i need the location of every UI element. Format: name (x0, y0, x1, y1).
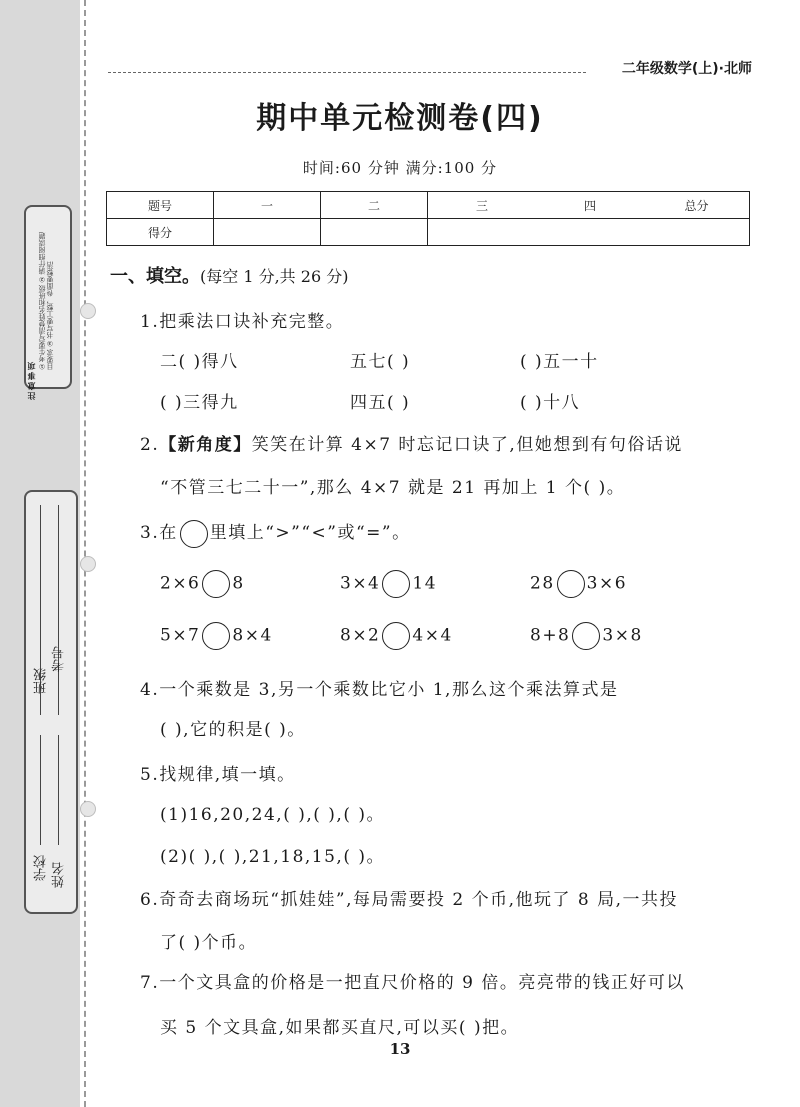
section-1-note: (每空 1 分,共 26 分) (200, 267, 349, 286)
q3-item-3 (530, 570, 627, 598)
student-info-box (24, 490, 78, 914)
q3-item-3-right: 3×6 (586, 573, 628, 594)
binding-hole-bottom (80, 801, 96, 817)
q1-stem: 1.把乘法口诀补充完整。 (140, 312, 345, 332)
q2-text-1: 笑笑在计算 4×7 时忘记口诀了,但她想到有句俗话说 (251, 435, 683, 455)
q5-part-2[interactable]: (2)( ),( ),21,18,15,( )。 (160, 847, 386, 867)
q3-item-5-right: 4×4 (412, 625, 453, 646)
compare-circle-6[interactable] (572, 622, 600, 650)
q6-line-2[interactable]: 了( )个币。 (160, 933, 258, 953)
q3-item-4-left: 5×7 (160, 625, 201, 646)
notice-text: ①考生要写清楚姓名和班级 ②请仔细阅读题目要求 ③书写要工整，卷面要整洁 (38, 232, 54, 370)
q6-line-1: 6.奇奇去商场玩“抓娃娃”,每局需要投 2 个币,他玩了 8 局,一共投 (140, 890, 679, 910)
notice-title: 注意事项 (27, 360, 36, 400)
circle-icon (180, 520, 208, 548)
q3-item-4-right: 8×4 (232, 625, 273, 646)
q4-line-2[interactable]: ( ),它的积是( )。 (160, 720, 306, 740)
compare-circle-3[interactable] (557, 570, 585, 598)
q3-item-2 (340, 570, 437, 598)
q3-item-4 (160, 622, 273, 650)
school-field-line (58, 735, 59, 845)
q2-number: 2. (140, 435, 160, 455)
score-table (106, 191, 750, 246)
compare-circle-4[interactable] (202, 622, 230, 650)
score-table-header-1: 一 (214, 192, 321, 219)
header-dashed-rule (108, 72, 586, 73)
q3-stem-b: 里填上“>”“<”或“=”。 (209, 523, 411, 543)
q3-item-6-left: 8+8 (530, 625, 571, 646)
q1-blank-5[interactable]: 四五( ) (350, 393, 411, 413)
exam-time-score: 时间:60 分钟 满分:100 分 (302, 159, 498, 177)
q2-line-2[interactable]: “不管三七二十一”,那么 4×7 就是 21 再加上 1 个( )。 (160, 478, 626, 498)
q1-blank-3[interactable]: ( )五一十 (520, 352, 599, 372)
class-label: 班级 (34, 668, 49, 694)
page-title: 期中单元检测卷(四) (256, 101, 544, 136)
exam-no-label: 考号 (52, 646, 67, 672)
q3-item-5-left: 8×2 (340, 625, 381, 646)
q1-blank-6[interactable]: ( )十八 (520, 393, 581, 413)
score-cell-1[interactable] (214, 219, 321, 246)
score-table-header-3: 三 (428, 192, 537, 219)
q3-item-1-right: 8 (232, 573, 245, 594)
compare-circle-1[interactable] (202, 570, 230, 598)
q3-item-2-left: 3×4 (340, 573, 381, 594)
q2-line-1 (140, 430, 683, 455)
class-field-line (58, 505, 59, 715)
score-table-header-number: 题号 (107, 192, 214, 219)
binding-hole-middle (80, 556, 96, 572)
school-label: 学校 (34, 855, 49, 881)
page-number: 13 (389, 1040, 411, 1058)
q1-blank-2[interactable]: 五七( ) (350, 352, 411, 372)
q4-line-1: 4.一个乘数是 3,另一个乘数比它小 1,那么这个乘法算式是 (140, 680, 619, 700)
binding-hole-top (80, 303, 96, 319)
name-label: 姓名 (52, 862, 67, 888)
q3-item-3-left: 28 (530, 573, 555, 594)
score-cell-2[interactable] (321, 219, 428, 246)
compare-circle-5[interactable] (382, 622, 410, 650)
q3-item-1 (160, 570, 245, 598)
score-table-header-4: 四 (536, 192, 644, 219)
q5-part-1[interactable]: (1)16,20,24,( ),( ),( )。 (160, 805, 386, 825)
q3-item-1-left: 2×6 (160, 573, 201, 594)
section-1-heading (110, 262, 348, 288)
q3-item-2-right: 14 (412, 573, 438, 594)
section-1-title: 一、填空。 (110, 266, 200, 287)
q3-stem (140, 518, 411, 548)
q1-blank-1[interactable]: 二( )得八 (160, 352, 239, 372)
q7-line-1: 7.一个文具盒的价格是一把直尺价格的 9 倍。亮亮带的钱正好可以 (140, 973, 685, 993)
q2-new-angle-tag: 【新角度】 (159, 435, 252, 455)
q3-item-6 (530, 622, 643, 650)
q7-line-2[interactable]: 买 5 个文具盒,如果都买直尺,可以买( )把。 (160, 1018, 520, 1038)
score-table-score-label: 得分 (107, 219, 214, 246)
score-table-header-2: 二 (321, 192, 428, 219)
name-field-line (40, 735, 41, 845)
q3-item-6-right: 3×8 (602, 625, 643, 646)
score-cell-rest[interactable] (428, 219, 750, 246)
q1-blank-4[interactable]: ( )三得九 (160, 393, 239, 413)
score-table-header-total: 总分 (644, 192, 750, 219)
q3-stem-a: 3.在 (140, 523, 178, 543)
q5-stem: 5.找规律,填一填。 (140, 765, 296, 785)
compare-circle-2[interactable] (382, 570, 410, 598)
series-label: 二年级数学(上)·北师 (621, 61, 752, 77)
q3-item-5 (340, 622, 453, 650)
